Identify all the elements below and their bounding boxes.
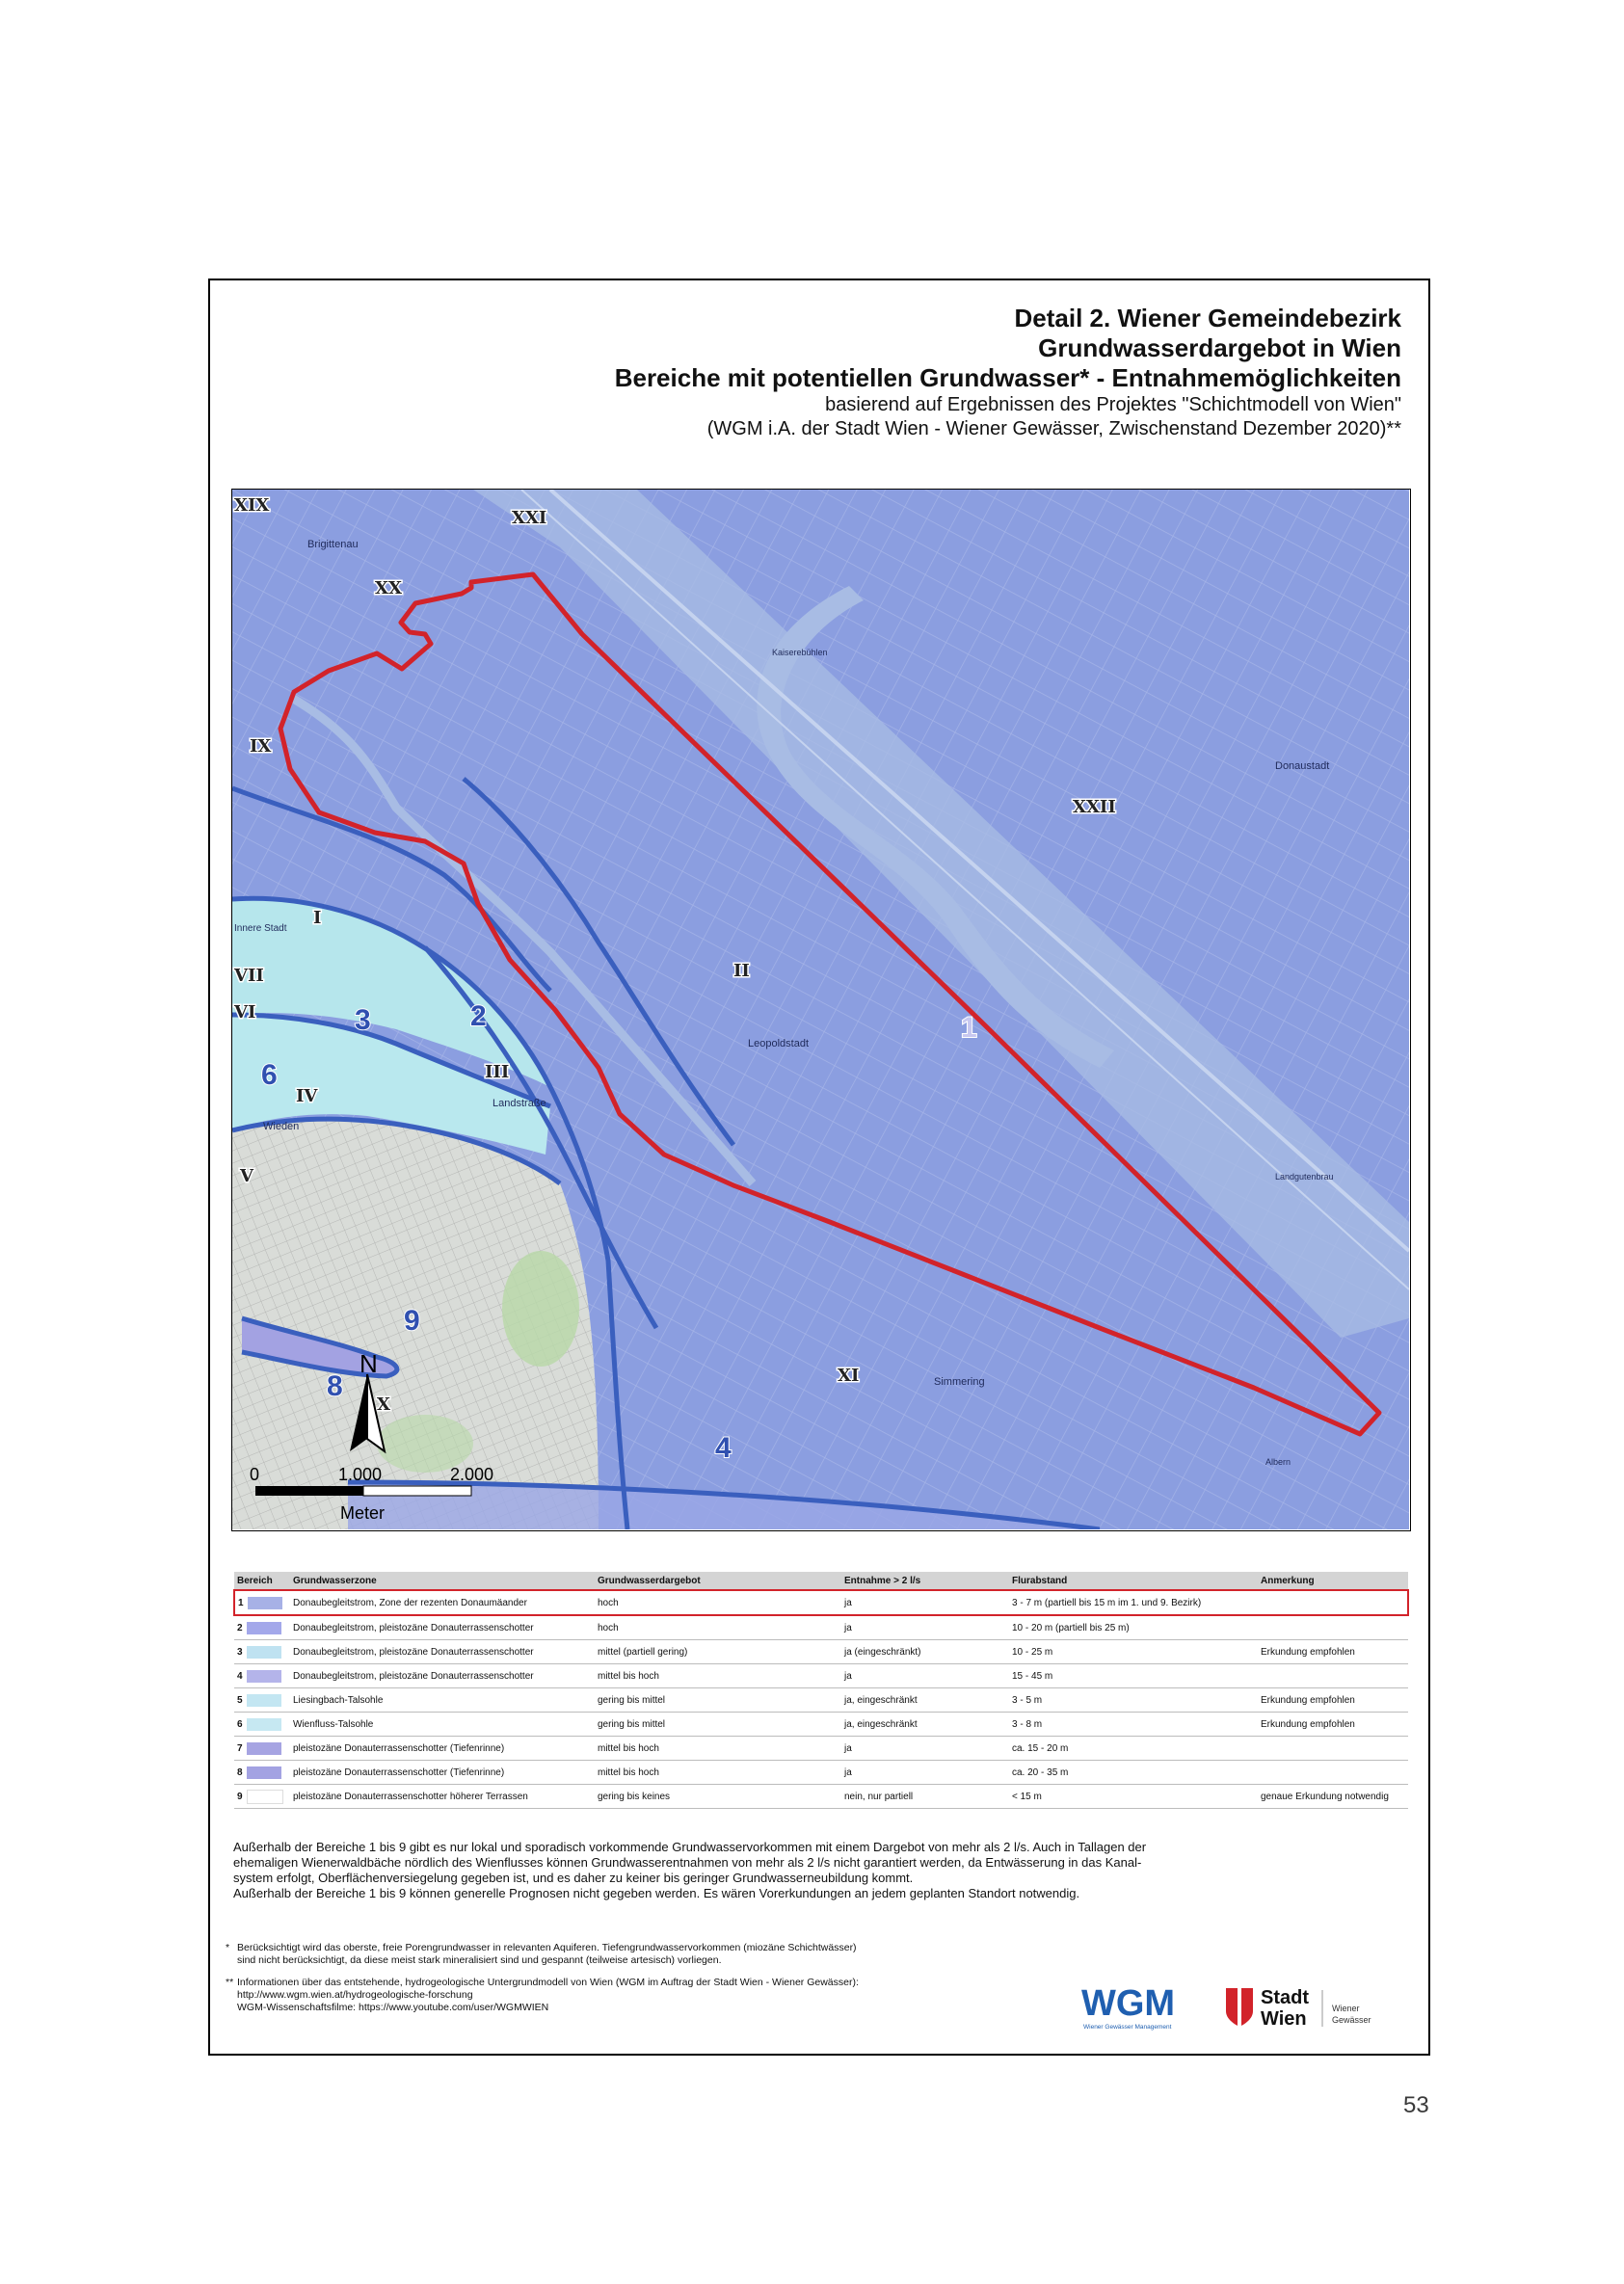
district-label-XXII: XXII (1073, 797, 1116, 817)
legend-cell-flur: < 15 m (1009, 1785, 1258, 1809)
legend-cell-entnahme: ja (841, 1590, 1009, 1615)
legend-cell-bereich (234, 1761, 290, 1785)
legend-swatch (248, 1597, 282, 1609)
heading-line-1: Detail 2. Wiener Gemeindebezirk (1014, 304, 1401, 332)
logos (1081, 1977, 1409, 2034)
legend-row-id: 9 (237, 1791, 243, 1802)
district-label-VI: VI (234, 1002, 256, 1022)
legend-cell-bereich (234, 1688, 290, 1713)
scale-tick-0: 0 (250, 1465, 260, 1484)
legend-row (234, 1664, 1408, 1688)
stadt-wien-logo (1226, 1987, 1371, 2030)
legend-cell-entnahme: ja, eingeschränkt (841, 1713, 1009, 1737)
legend-swatch (247, 1670, 281, 1683)
legend-cell-anm (1258, 1664, 1408, 1688)
legend-row (234, 1737, 1408, 1761)
legend-row-id: 3 (237, 1646, 243, 1658)
legend-row-id: 8 (237, 1766, 243, 1778)
north-label: N (359, 1349, 378, 1378)
footnote-line: sind nicht berücksichtigt, da diese meist stark mineralisiert sind und gespannt (teilweise artesisch) vorliegen. (237, 1954, 722, 1966)
footnotes (226, 1942, 1045, 2014)
legend-header-entnahme: Entnahme > 2 l/s (841, 1572, 1009, 1590)
legend-header-anmerkung: Anmerkung (1258, 1572, 1408, 1590)
district-label-V: V (240, 1166, 253, 1186)
zone-number-9: 9 (404, 1305, 420, 1337)
place-name-kaiserebuehlen: Kaiserebühlen (772, 648, 828, 657)
wien-label: Wien (1261, 2008, 1307, 2030)
legend-cell-dargebot: hoch (595, 1615, 841, 1640)
place-name-albern: Albern (1265, 1457, 1291, 1467)
legend-cell-dargebot: mittel bis hoch (595, 1664, 841, 1688)
legend-cell-entnahme: ja, eingeschränkt (841, 1688, 1009, 1713)
legend-row-id: 5 (237, 1694, 243, 1706)
district-label-XXI: XXI (512, 508, 547, 528)
legend-cell-flur: 10 - 25 m (1009, 1640, 1258, 1664)
place-name-brigittenau: Brigittenau (307, 539, 359, 550)
legend-cell-flur: 3 - 7 m (partiell bis 15 m im 1. und 9. Bezirk) (1009, 1590, 1258, 1615)
note-line: system erfolgt, Oberflächenversiegelung gegeben ist, und es daher zu keiner bis geringer Grundwasserneubildung kommt. (233, 1871, 914, 1885)
legend-cell-flur: 10 - 20 m (partiell bis 25 m) (1009, 1615, 1258, 1640)
place-name-leopoldstadt: Leopoldstadt (748, 1038, 809, 1049)
legend-cell-bereich (234, 1664, 290, 1688)
place-name-landgutenbrau: Landgutenbrau (1275, 1172, 1334, 1182)
legend-cell-entnahme: ja (841, 1737, 1009, 1761)
legend-cell-bereich (234, 1640, 290, 1664)
footnote-line: Informationen über das entstehende, hydrogeologische Untergrundmodell von Wien (WGM im Auftrag der Stadt Wien - Wiener Gewässer): (237, 1977, 859, 1988)
wgm-logo-sub: Wiener Gewässer Management (1083, 2024, 1172, 2031)
legend-cell-bereich (234, 1590, 290, 1615)
footnote-link-wgm[interactable]: http://www.wgm.wien.at/hydrogeologische-forschung (237, 1989, 473, 2001)
wgm-logo-text: WGM (1081, 1983, 1176, 2024)
note-line: ehemaligen Wienerwaldbäche nördlich des Wienflusses können Grundwasserentnahmen von mehr als 2 l/s nicht garantiert werden, da Entwässerung in das Kanal- (233, 1855, 1142, 1870)
legend-swatch (247, 1646, 281, 1659)
legend-cell-dargebot: gering bis mittel (595, 1688, 841, 1713)
legend-cell-flur: ca. 15 - 20 m (1009, 1737, 1258, 1761)
legend-swatch (247, 1718, 281, 1731)
legend-cell-zone: Donaubegleitstrom, pleistozäne Donauterrassenschotter (290, 1664, 595, 1688)
district-label-XI: XI (838, 1366, 860, 1386)
legend-row (234, 1590, 1408, 1615)
place-name-simmering: Simmering (934, 1376, 985, 1388)
legend-row (234, 1640, 1408, 1664)
legend-header-dargebot: Grundwasserdargebot (595, 1572, 841, 1590)
legend-cell-dargebot: mittel bis hoch (595, 1761, 841, 1785)
legend-cell-anm: Erkundung empfohlen (1258, 1713, 1408, 1737)
legend-swatch (247, 1790, 283, 1804)
legend-cell-zone: pleistozäne Donauterrassenschotter höherer Terrassen (290, 1785, 595, 1809)
legend-row-id: 7 (237, 1742, 243, 1754)
legend-swatch (247, 1694, 281, 1707)
legend-cell-flur: 3 - 8 m (1009, 1713, 1258, 1737)
district-label-XIX: XIX (234, 495, 270, 516)
gewaesser-label: Gewässer (1332, 2015, 1371, 2025)
legend-cell-bereich (234, 1713, 290, 1737)
district-label-IV: IV (296, 1086, 318, 1106)
heading-line-3: Bereiche mit potentiellen Grundwasser* - Entnahmemöglichkeiten (614, 363, 1401, 392)
district-label-I: I (313, 908, 322, 928)
place-name-wieden: Wieden (263, 1121, 300, 1132)
legend-row-id: 1 (238, 1597, 244, 1608)
legend-cell-anm: genaue Erkundung notwendig (1258, 1785, 1408, 1809)
legend-cell-entnahme: ja (841, 1615, 1009, 1640)
note-line: Außerhalb der Bereiche 1 bis 9 gibt es nur lokal und sporadisch vorkommende Grundwasservorkommen mit einem Dargebot von mehr als 2 l/s. Auch in Tallagen der (233, 1840, 1147, 1854)
district-label-III: III (485, 1062, 510, 1082)
place-name-innere-stadt: Innere Stadt (234, 923, 287, 934)
legend-cell-anm: Erkundung empfohlen (1258, 1688, 1408, 1713)
legend-cell-entnahme: ja (841, 1664, 1009, 1688)
legend-cell-bereich (234, 1615, 290, 1640)
note-line: Außerhalb der Bereiche 1 bis 9 können generelle Prognosen nicht gegeben werden. Es wären Vorerkundungen an jedem geplanten Standort notwendig. (233, 1886, 1080, 1900)
figure-heading (615, 304, 1401, 441)
legend-cell-zone: pleistozäne Donauterrassenschotter (Tiefenrinne) (290, 1737, 595, 1761)
legend-swatch (247, 1742, 281, 1755)
legend-cell-entnahme: ja (841, 1761, 1009, 1785)
legend-table (233, 1572, 1409, 1809)
legend-cell-dargebot: hoch (595, 1590, 841, 1615)
notes-paragraph (233, 1840, 1409, 1901)
figure-frame (208, 279, 1430, 2056)
footnote-line: Berücksichtigt wird das oberste, freie Porengrundwasser in relevanten Aquiferen. Tiefengrundwasservorkommen (miozäne Schichtwässer) (237, 1942, 857, 1953)
legend-header-bereich: Bereich (234, 1572, 290, 1590)
legend-cell-zone: Wienfluss-Talsohle (290, 1713, 595, 1737)
legend-cell-zone: Donaubegleitstrom, Zone der rezenten Donaumäander (290, 1590, 595, 1615)
legend-cell-bereich (234, 1785, 290, 1809)
legend-row-id: 2 (237, 1622, 243, 1633)
legend-cell-flur: ca. 20 - 35 m (1009, 1761, 1258, 1785)
district-label-XX: XX (375, 578, 402, 598)
district-label-VII: VII (234, 966, 264, 986)
district-label-II: II (733, 961, 750, 981)
legend-cell-zone: Donaubegleitstrom, pleistozäne Donauterrassenschotter (290, 1640, 595, 1664)
scale-tick-2000: 2.000 (450, 1465, 494, 1484)
legend-cell-anm: Erkundung empfohlen (1258, 1640, 1408, 1664)
legend-cell-anm (1258, 1761, 1408, 1785)
zone-number-3: 3 (355, 1004, 371, 1036)
district-label-X: X (377, 1394, 390, 1415)
legend-row (234, 1785, 1408, 1809)
heading-line-2: Grundwasserdargebot in Wien (1038, 333, 1401, 362)
legend-row (234, 1615, 1408, 1640)
stadt-label: Stadt (1261, 1987, 1309, 2008)
legend-cell-flur: 15 - 45 m (1009, 1664, 1258, 1688)
legend-cell-dargebot: mittel (partiell gering) (595, 1640, 841, 1664)
zone-number-4: 4 (715, 1432, 732, 1464)
legend-cell-dargebot: mittel bis hoch (595, 1737, 841, 1761)
groundwater-map (231, 489, 1411, 1531)
legend-cell-anm (1258, 1590, 1408, 1615)
zone-number-2: 2 (470, 1000, 487, 1032)
legend-header-flurabstand: Flurabstand (1009, 1572, 1258, 1590)
legend-cell-zone: pleistozäne Donauterrassenschotter (Tiefenrinne) (290, 1761, 595, 1785)
page-number: 53 (1403, 2092, 1429, 2118)
legend-cell-entnahme: nein, nur partiell (841, 1785, 1009, 1809)
scale-tick-1000: 1.000 (338, 1465, 383, 1484)
legend-row (234, 1688, 1408, 1713)
legend-cell-bereich (234, 1737, 290, 1761)
legend-swatch (247, 1622, 281, 1634)
legend-row-id: 4 (237, 1670, 243, 1682)
legend-row (234, 1713, 1408, 1737)
heading-line-4: basierend auf Ergebnissen des Projektes "Schichtmodell von Wien" (825, 394, 1401, 415)
district-label-IX: IX (250, 736, 272, 757)
wiener-label: Wiener (1332, 2004, 1360, 2013)
footnote-link-youtube[interactable]: WGM-Wissenschaftsfilme: https://www.youtube.com/user/WGMWIEN (237, 2002, 549, 2013)
legend-row-id: 6 (237, 1718, 243, 1730)
place-name-donaustadt: Donaustadt (1275, 760, 1330, 772)
legend-cell-flur: 3 - 5 m (1009, 1688, 1258, 1713)
zone-number-1: 1 (961, 1012, 977, 1044)
scale-unit: Meter (340, 1503, 386, 1523)
footnote-marker: * (226, 1942, 230, 1953)
zone-number-6: 6 (261, 1059, 278, 1091)
legend-cell-dargebot: gering bis keines (595, 1785, 841, 1809)
zone-number-8: 8 (327, 1370, 343, 1402)
legend-cell-zone: Donaubegleitstrom, pleistozäne Donauterrassenschotter (290, 1615, 595, 1640)
heading-line-5: (WGM i.A. der Stadt Wien - Wiener Gewässer, Zwischenstand Dezember 2020)** (706, 418, 1401, 439)
wgm-logo (1081, 1983, 1175, 2031)
legend-cell-anm (1258, 1737, 1408, 1761)
place-name-landstrasse: Landstraße (493, 1098, 546, 1109)
legend-cell-zone: Liesingbach-Talsohle (290, 1688, 595, 1713)
legend-swatch (247, 1766, 281, 1779)
legend-cell-dargebot: gering bis mittel (595, 1713, 841, 1737)
legend-cell-anm (1258, 1615, 1408, 1640)
footnote-marker: ** (226, 1977, 234, 1988)
legend-header-zone: Grundwasserzone (290, 1572, 595, 1590)
legend-row (234, 1761, 1408, 1785)
legend-cell-entnahme: ja (eingeschränkt) (841, 1640, 1009, 1664)
